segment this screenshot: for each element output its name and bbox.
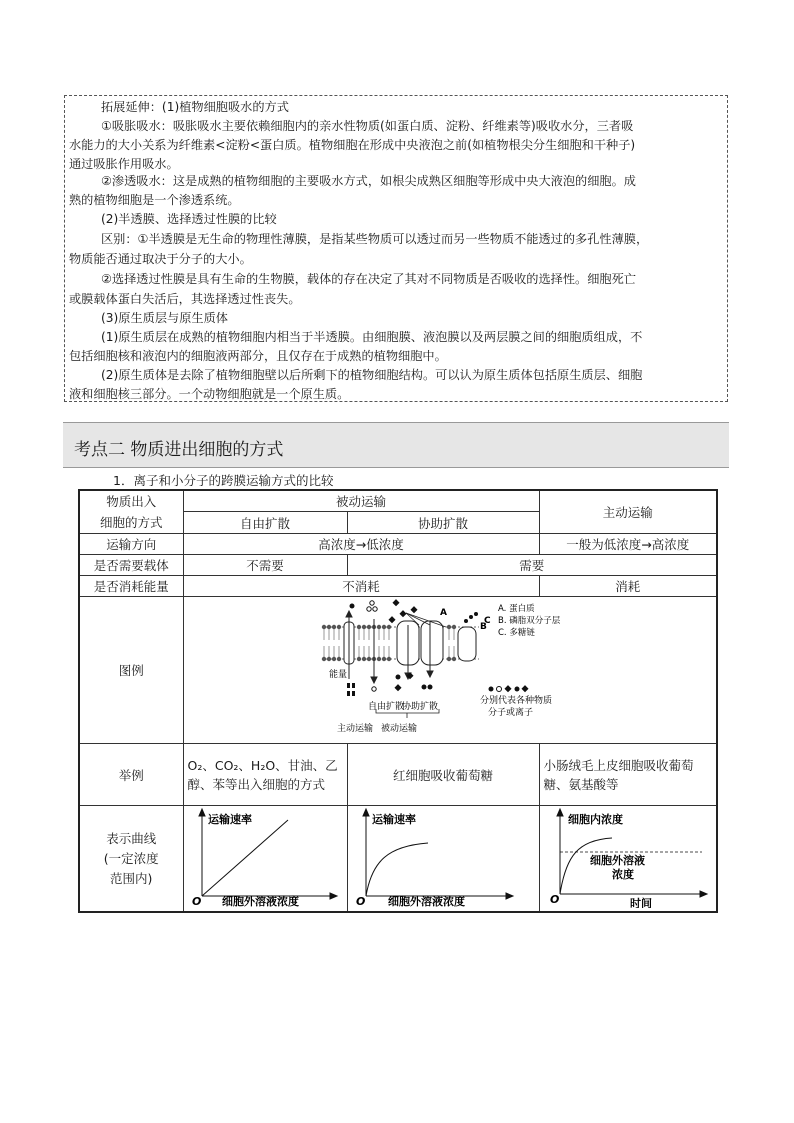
lipid-head xyxy=(376,625,380,629)
membrane-transport-diagram xyxy=(184,597,718,740)
curves-label-cell xyxy=(79,806,183,913)
example-active: 小肠绒毛上皮细胞吸收葡萄糖、氨基酸等 xyxy=(539,744,717,806)
active-transport-label: 主动运输 xyxy=(336,724,373,734)
extension-line: ①吸胀吸水：吸胀吸水主要依赖细胞内的亲水性物质(如蛋白质、淀粉、纤维素等)吸收水分，三者吸 xyxy=(101,119,634,133)
direction-passive: 高浓度→低浓度 xyxy=(183,534,539,555)
lipid-head xyxy=(376,657,380,661)
extension-line: 或膜载体蛋白失活后，其选择透过性丧失。 xyxy=(69,292,301,306)
curve-saturating xyxy=(366,843,428,896)
extension-line: 区别：①半透膜是无生命的物理性薄膜，是指某些物质可以透过而另一些物质不能透过的多孔性薄膜， xyxy=(101,232,649,246)
corner-label: 物质出入 xyxy=(106,494,157,509)
free-diffusion-header: 自由扩散 xyxy=(183,512,347,534)
example-free: O₂、CO₂、H₂O、甘油、乙醇、苯等出入细胞的方式 xyxy=(183,744,347,806)
diagram-cell xyxy=(183,597,717,744)
lipid-head xyxy=(386,657,390,661)
lipid-head xyxy=(321,625,325,629)
lipid-head xyxy=(356,625,360,629)
row-label: 图例 xyxy=(79,597,183,744)
label-a: A xyxy=(439,608,447,618)
lipid-head xyxy=(331,625,335,629)
energy-passive: 不消耗 xyxy=(183,576,539,597)
extension-line: 物质能否通过取决于分子的大小。 xyxy=(69,252,252,266)
legend-c: C. 多糖链 xyxy=(497,628,535,638)
extension-line: (1)原生质层在成熟的植物细胞内相当于半透膜。由细胞膜、液泡膜以及两层膜之间的细胞质组成，不 xyxy=(101,330,643,344)
lipid-head xyxy=(336,657,340,661)
curves-label: (一定浓度 xyxy=(103,850,159,866)
lipid-head xyxy=(381,657,385,661)
corner-label: 细胞的方式 xyxy=(99,515,163,530)
label-b: B xyxy=(479,622,487,632)
molecule-note: 分别代表各种物质 xyxy=(479,696,552,706)
free-diffusion-label: 自由扩散 xyxy=(367,702,404,712)
extension-line: (2)原生质体是去除了植物细胞壁以后所剩下的植物细胞结构。可以认为原生质体包括原生质层、细胞 xyxy=(101,368,643,382)
lipid-head xyxy=(326,625,330,629)
row-label: 是否消耗能量 xyxy=(79,576,183,597)
legend-a: A. 蛋白质 xyxy=(497,604,535,614)
lipid-head xyxy=(361,625,365,629)
facilitated-diffusion-label: 协助扩散 xyxy=(401,702,438,712)
facilitated-diffusion-header: 协助扩散 xyxy=(347,512,539,534)
curve-linear xyxy=(202,820,288,896)
lipid-head xyxy=(451,657,455,661)
lipid-head xyxy=(356,657,360,661)
graph-cell-active xyxy=(539,806,717,913)
lipid-head xyxy=(446,625,450,629)
lipid-head xyxy=(446,657,450,661)
lipid-head xyxy=(326,657,330,661)
carrier-free: 不需要 xyxy=(183,555,347,576)
graph-ylabel: 运输速率 xyxy=(371,813,416,826)
subheading: 1．离子和小分子的跨膜运输方式的比较 xyxy=(113,473,334,488)
row-label: 是否需要载体 xyxy=(79,555,183,576)
extension-line: ②选择透过性膜是具有生命的生物膜，载体的存在决定了其对不同物质是否吸收的选择性。细胞死亡 xyxy=(101,272,636,286)
graph-active-transport xyxy=(540,806,718,908)
extension-line: 包括细胞核和液泡内的细胞液两部分，且仅存在于成熟的植物细胞中。 xyxy=(69,349,447,363)
extension-line: ②渗透吸水：这是成熟的植物细胞的主要吸水方式，如根尖成熟区细胞等形成中央大液泡的细胞。成 xyxy=(101,174,636,188)
graph-cell-free xyxy=(183,806,347,913)
lipid-head xyxy=(386,625,390,629)
graph-facilitated-diffusion xyxy=(348,806,540,908)
legend-b: B. 磷脂双分子层 xyxy=(497,616,560,626)
row-label: 运输方向 xyxy=(79,534,183,555)
lipid-head xyxy=(381,625,385,629)
graph-free-diffusion xyxy=(184,806,348,908)
example-facilitated: 红细胞吸收葡萄糖 xyxy=(347,744,539,806)
graph-note: 细胞外溶液 xyxy=(589,854,645,867)
lipid-head xyxy=(366,625,370,629)
graph-note: 浓度 xyxy=(611,868,634,881)
graph-origin: O xyxy=(549,893,559,906)
graph-cell-facilitated xyxy=(347,806,539,913)
curves-label: 范围内) xyxy=(110,870,153,886)
section-title: 考点二 物质进出细胞的方式 xyxy=(74,440,284,460)
curves-label: 表示曲线 xyxy=(106,830,157,846)
extension-box xyxy=(64,95,728,402)
passive-header: 被动运输 xyxy=(183,490,539,512)
extension-line: 通过吸胀作用吸水。 xyxy=(69,157,179,171)
graph-ylabel: 细胞内浓度 xyxy=(567,813,623,826)
extension-line: 水能力的大小关系为纤维素<淀粉<蛋白质。植物细胞在形成中央液泡之前(如植物根尖分生细胞和干种子) xyxy=(69,138,636,152)
lipid-head xyxy=(366,657,370,661)
active-header: 主动运输 xyxy=(539,490,717,534)
graph-ylabel: 运输速率 xyxy=(207,813,252,826)
graph-origin: O xyxy=(191,895,201,908)
lipid-head xyxy=(331,657,335,661)
passive-transport-label: 被动运输 xyxy=(380,724,417,734)
extension-line: 液和细胞核三部分。一个动物细胞就是一个原生质。 xyxy=(69,387,350,401)
energy-label: 能量 xyxy=(328,670,347,680)
graph-origin: O xyxy=(355,895,365,908)
extension-line: (3)原生质层与原生质体 xyxy=(101,311,228,325)
extension-line: (2)半透膜、选择透过性膜的比较 xyxy=(101,212,277,226)
graph-xlabel: 细胞外溶液浓度 xyxy=(221,895,299,908)
lipid-head xyxy=(321,657,325,661)
graph-xlabel: 细胞外溶液浓度 xyxy=(387,895,465,908)
corner-header-cell xyxy=(79,490,183,534)
lipid-head xyxy=(361,657,365,661)
direction-active: 一般为低浓度→高浓度 xyxy=(539,534,717,555)
carrier-other: 需要 xyxy=(347,555,717,576)
lipid-head xyxy=(451,625,455,629)
section-header xyxy=(63,422,729,468)
extension-line: 熟的植物细胞是一个渗透系统。 xyxy=(69,193,240,207)
row-label: 举例 xyxy=(79,744,183,806)
lipid-head xyxy=(336,625,340,629)
energy-active: 消耗 xyxy=(539,576,717,597)
extension-line: 拓展延伸：(1)植物细胞吸水的方式 xyxy=(101,100,289,114)
graph-xlabel: 时间 xyxy=(629,897,652,908)
comparison-table xyxy=(78,489,718,913)
label-c: C xyxy=(483,616,491,626)
molecule-note: 分子或离子 xyxy=(487,708,533,718)
